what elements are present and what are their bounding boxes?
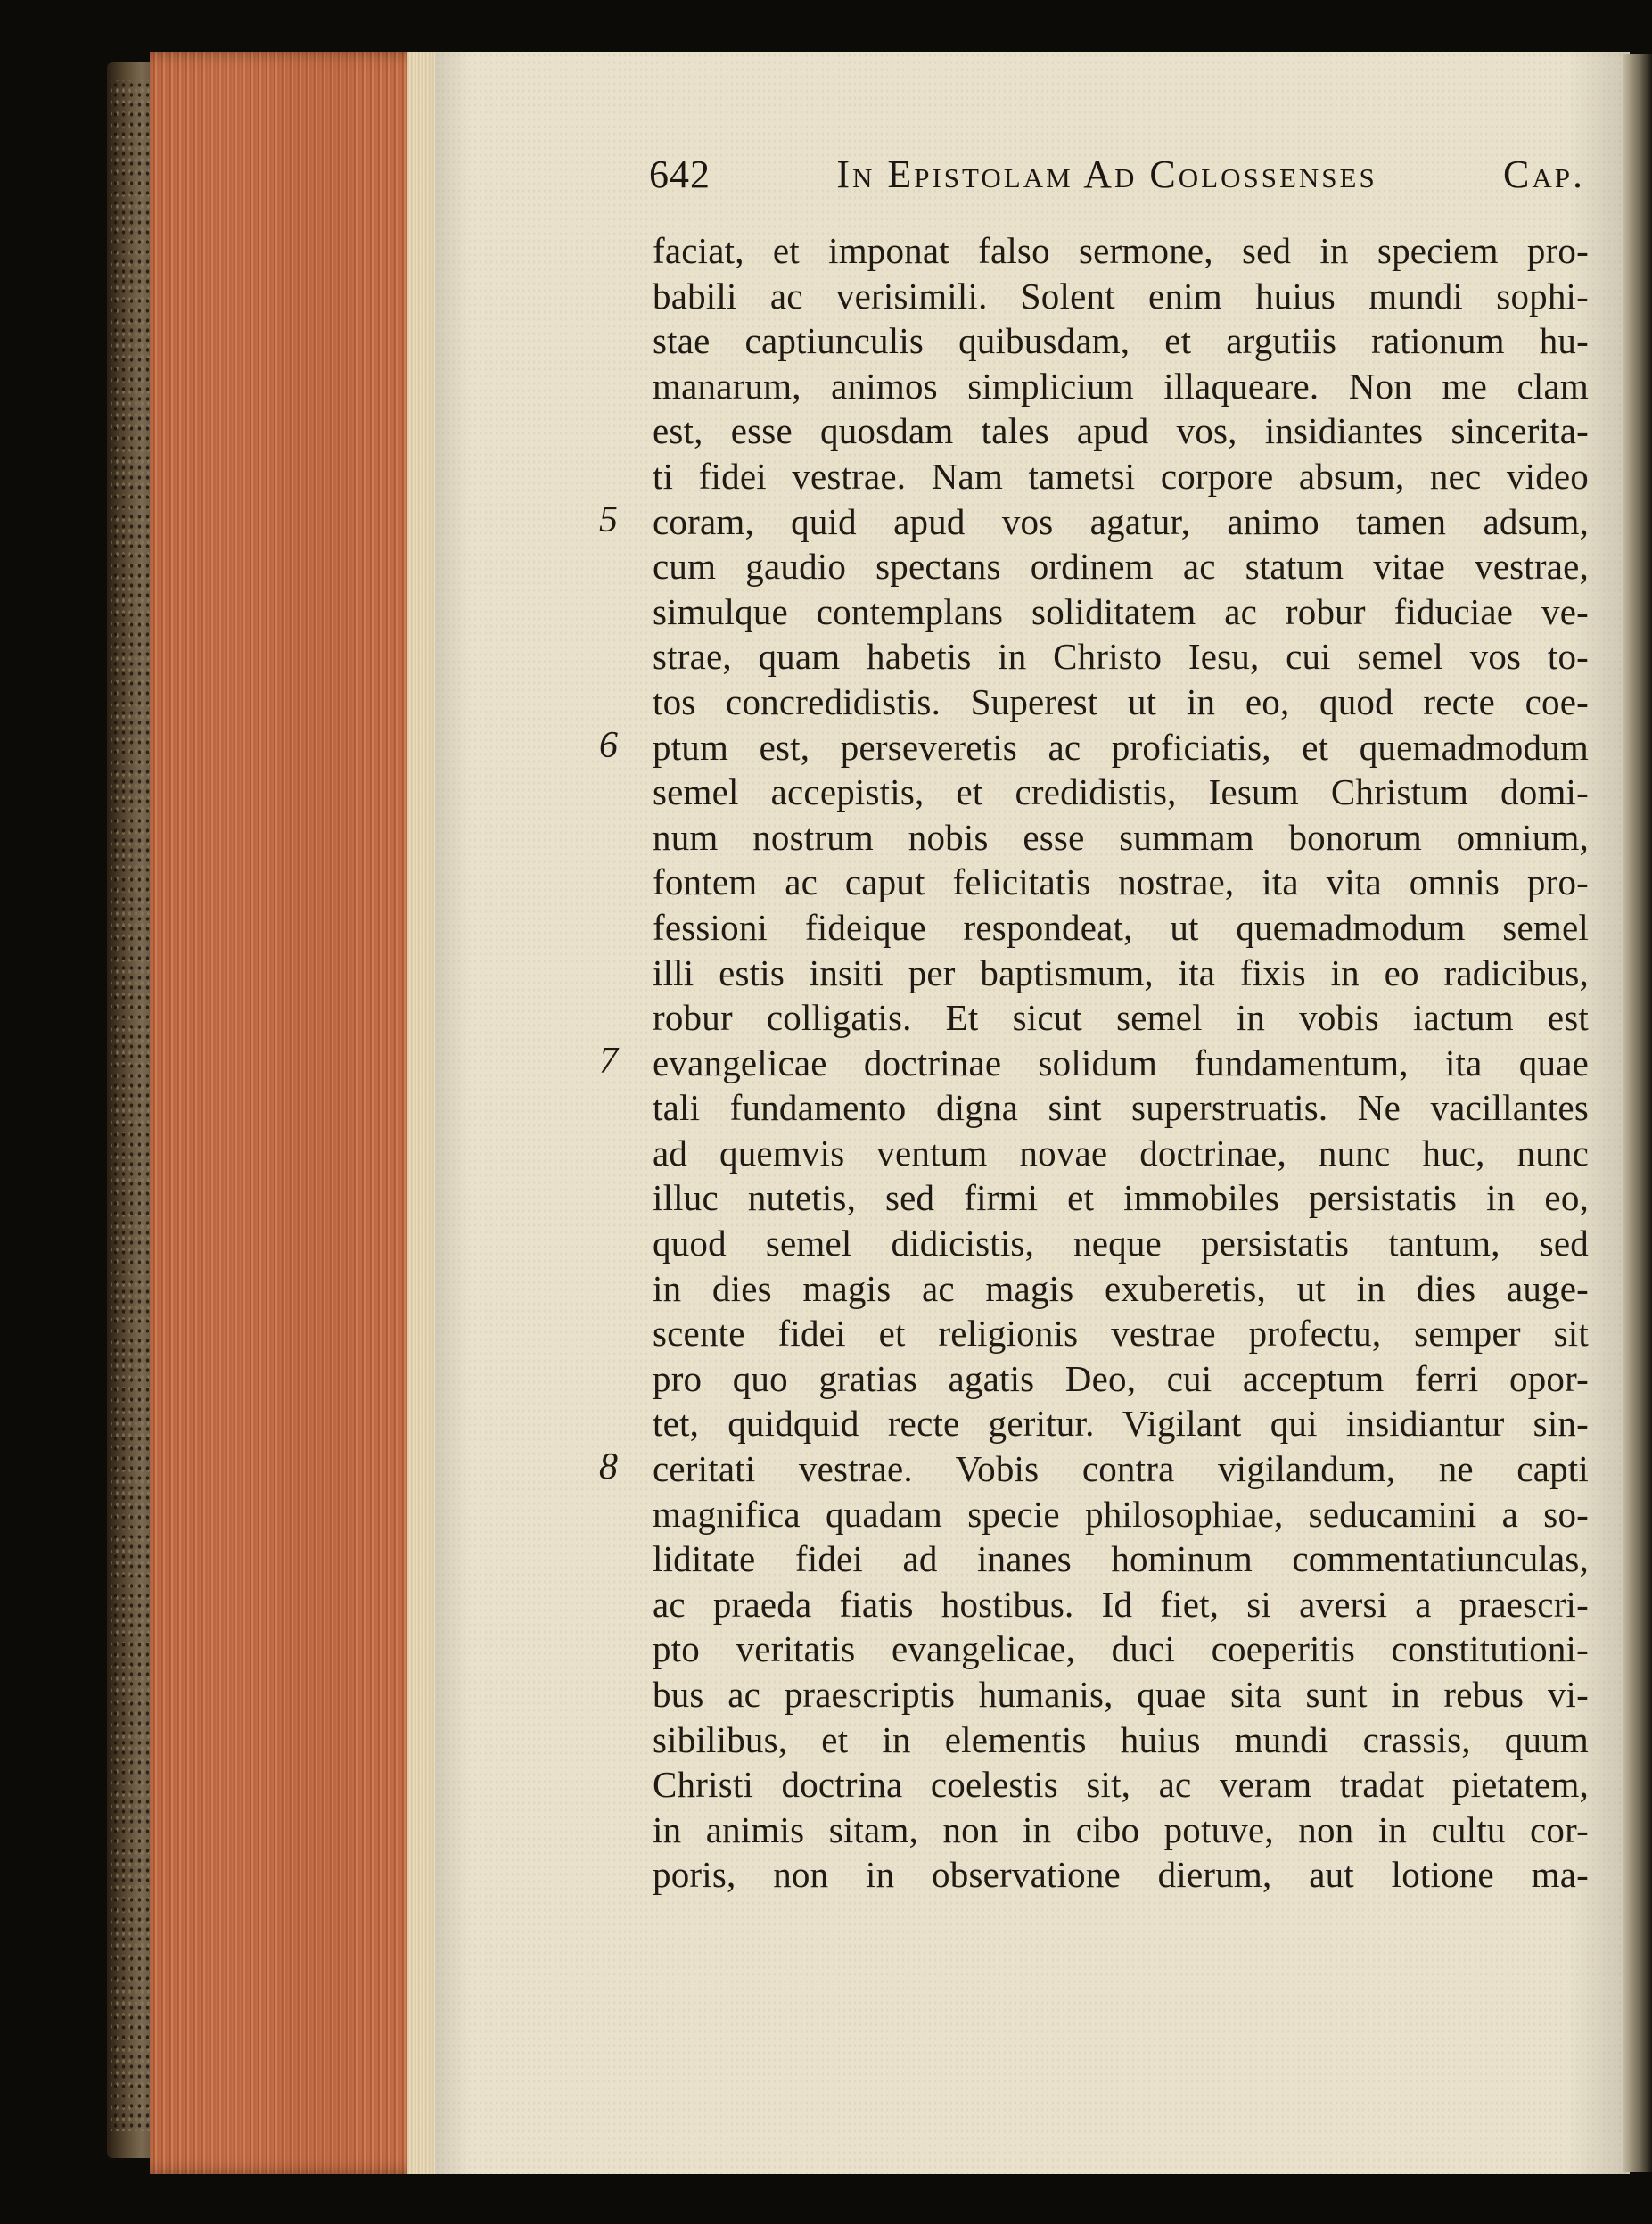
text-line: ti fidei vestrae. Nam tametsi corpore absum, nec video — [653, 455, 1589, 497]
text-line: num nostrum nobis esse summam bonorum omnium, — [653, 816, 1589, 858]
text-line: illi estis insiti per baptismum, ita fixis in eo radicibus, — [653, 951, 1589, 993]
text-line: faciat, et imponat falso sermone, sed in speciem pro- — [653, 230, 1589, 271]
chapter-label: Cap. — [1503, 152, 1585, 196]
text-line: tet, quidquid recte geritur. Vigilant qui insidiantur sin- — [653, 1403, 1589, 1445]
text-line: tali fundamento digna sint superstruatis. Ne vacillantes — [653, 1087, 1589, 1129]
text-line: fessioni fideique respondeat, ut quemadmodum semel — [653, 906, 1589, 948]
text-line: bus ac praescriptis humanis, quae sita sunt in rebus vi- — [653, 1674, 1589, 1715]
page-gutter-shadow — [1623, 54, 1652, 2172]
verse-number: 6 — [599, 724, 618, 766]
text-line: in dies magis ac magis exuberetis, ut in dies auge- — [653, 1267, 1589, 1309]
text-line: Christi doctrina coelestis sit, ac veram tradat pietatem, — [653, 1764, 1589, 1806]
text-line: liditate fidei ad inanes hominum commentatiunculas, — [653, 1538, 1589, 1580]
text-line: coram, quid apud vos agatur, animo tamen adsum, — [653, 500, 1589, 542]
text-line: simulque contemplans soliditatem ac robur fiduciae ve- — [653, 590, 1589, 632]
text-line: pro quo gratias agatis Deo, cui acceptum ferri opor- — [653, 1357, 1589, 1399]
text-line: in animis sitam, non in cibo potuve, non in cultu cor- — [653, 1808, 1589, 1850]
text-line: fontem ac caput felicitatis nostrae, ita vita omnis pro- — [653, 861, 1589, 903]
running-title: In Epistolam Ad Colossenses — [836, 152, 1377, 196]
text-line: magnifica quadam specie philosophiae, seducamini a so- — [653, 1493, 1589, 1535]
text-line: quod semel didicistis, neque persistatis tantum, sed — [653, 1223, 1589, 1264]
text-line: manarum, animos simplicium illaqueare. Non me clam — [653, 365, 1589, 407]
text-line: poris, non in observatione dierum, aut lotione ma- — [653, 1854, 1589, 1896]
text-line: ac praeda fiatis hostibus. Id fiet, si aversi a praescri- — [653, 1583, 1589, 1625]
text-line: est, esse quosdam tales apud vos, insidiantes sincerita- — [653, 410, 1589, 452]
text-line: scente fidei et religionis vestrae profectu, semper sit — [653, 1313, 1589, 1355]
text-line: illuc nutetis, sed firmi et immobiles persistatis in eo, — [653, 1177, 1589, 1219]
page-block-edges — [150, 52, 437, 2174]
text-line: semel accepistis, et credidistis, Iesum Christum domi- — [653, 771, 1589, 813]
running-header — [649, 152, 1585, 205]
text-line: strae, quam habetis in Christo Iesu, cui semel vos to- — [653, 636, 1589, 678]
text-line: evangelicae doctrinae solidum fundamentum, ita quae — [653, 1042, 1589, 1083]
text-line: pto veritatis evangelicae, duci coeperitis constitutioni- — [653, 1628, 1589, 1670]
text-line: ad quemvis ventum novae doctrinae, nunc huc, nunc — [653, 1132, 1589, 1174]
page-number: 642 — [649, 152, 711, 196]
text-line: ceritati vestrae. Vobis contra vigilandum, ne capti — [653, 1448, 1589, 1490]
text-line: robur colligatis. Et sicut semel in vobis iactum est — [653, 997, 1589, 1039]
text-line: stae captiunculis quibusdam, et argutiis rationum hu- — [653, 320, 1589, 362]
text-line: sibilibus, et in elementis huius mundi crassis, quum — [653, 1718, 1589, 1760]
text-line: tos concredidistis. Superest ut in eo, quod recte coe- — [653, 680, 1589, 722]
body-text — [653, 228, 1589, 1898]
text-line: babili ac verisimili. Solent enim huius mundi sophi- — [653, 275, 1589, 317]
verse-number: 5 — [599, 498, 618, 540]
verse-number: 7 — [599, 1040, 618, 1082]
text-line: cum gaudio spectans ordinem ac statum vitae vestrae, — [653, 546, 1589, 588]
text-line: ptum est, perseveretis ac proficiatis, et quemadmodum — [653, 726, 1589, 768]
verse-number: 8 — [599, 1446, 618, 1488]
